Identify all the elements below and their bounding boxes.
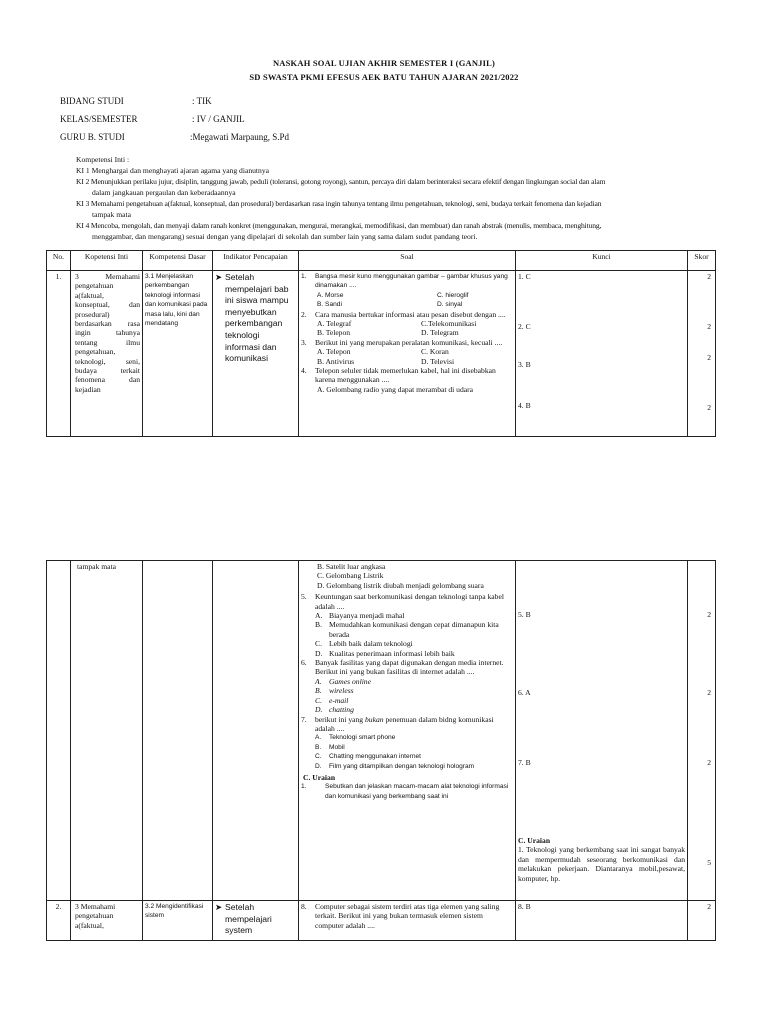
- question-6: Banyak fasilitas yang dapat digunakan dengan media internet. Berikut ini yang bukan fasilitas di internet adalah ....: [315, 658, 504, 677]
- soal-cell: 8. Computer sebagai sistem terdiri atas tiga elemen yang saling terkait. Berikut ini yang bukan termasuk elemen sistem computer adalah ....: [299, 901, 516, 941]
- score: 5: [707, 858, 711, 867]
- option-text: A. Morse: [317, 291, 344, 299]
- option-text: C.Telekomunikasi: [421, 319, 477, 329]
- indikator-cell: [213, 901, 299, 941]
- row-no: 2.: [47, 901, 71, 941]
- col-header-kunci: Kunci: [516, 251, 688, 271]
- indikator-text: Setelah mempelajari bab ini siswa mampu menyebutkan perkembangan teknologi informasi dan komunikasi: [225, 272, 289, 364]
- option-text: D. Telegram: [421, 328, 459, 338]
- info-class: [60, 114, 245, 124]
- ki-line: KI 3 Memahami pengetahuan a(faktual, konseptual, dan prosedural) berdasarkan rasa ingin tahunya tentang ilmu pengetahuan, teknologi, seni, budaya terkait fenomena dan kejadian: [76, 199, 602, 208]
- ki-line: dalam jangkauan pergaulan dan keberadaannya: [92, 188, 236, 197]
- info-value: : IV / GANJIL: [192, 114, 245, 124]
- kunci-cell: [516, 561, 688, 901]
- info-label: BIDANG STUDI: [60, 96, 124, 106]
- indikator-cell: [213, 271, 299, 437]
- arrow-icon: ➤: [215, 902, 223, 912]
- option-text: D. Gelombang listrik diubah menjadi gelombang suara: [317, 580, 484, 590]
- question-2: Cara manusia bertukar informasi atau pesan disebut dengan ....: [315, 309, 506, 319]
- option-text: chatting: [329, 705, 354, 715]
- answer-key: 7. B: [518, 758, 531, 767]
- option-text: Film yang ditampilkan dengan teknologi hologram: [329, 762, 475, 770]
- table-row: [47, 561, 716, 901]
- option-text: A. Gelombang radio yang dapat merambat di udara: [317, 384, 474, 394]
- ki-heading: Kompetensi Inti :: [76, 155, 130, 164]
- ki-cell: 3 Memahami pengetahuan a(faktual, konseptual, dan prosedural) berdasarkan rasa ingin tahunya tentang ilmu pengetahuan, teknologi, seni, budaya terkait fenomena dan kejadian: [71, 271, 143, 437]
- option-text: D. sinyal: [437, 301, 463, 309]
- score: 2: [707, 610, 711, 619]
- option-text: B. Antivirus: [317, 356, 355, 366]
- ki-line: KI 4 Mencoba, mengolah, dan menyaji dalam ranah konkret (menggunakan, mengurai, merangkai, memodifikasi, dan membuat) dan ranah abstrak (menulis, membaca, menghitung,: [76, 221, 602, 230]
- answer-key: 5. B: [518, 610, 531, 619]
- option-text: wireless: [329, 686, 354, 696]
- essay-question-1: Sebutkan dan jelaskan macam-macam alat teknologi informasi dan komunikasi yang berkembang saat ini: [325, 783, 509, 800]
- score: 2: [707, 353, 711, 362]
- row-no: 1.: [47, 271, 71, 437]
- score: 2: [707, 403, 711, 412]
- info-subject: [60, 96, 212, 106]
- doc-title: NASKAH SOAL UJIAN AKHIR SEMESTER I (GANJIL): [272, 58, 496, 68]
- option-text: Mobil: [329, 743, 345, 751]
- row-no: [47, 561, 71, 901]
- ki-line: menggambar, dan mengarang) sesuai dengan yang dipelajari di sekolah dan sumber lain yang sama dalam sudut pandang teori.: [92, 232, 478, 241]
- answer-key: 3. B: [518, 360, 531, 369]
- score: 2: [707, 758, 711, 767]
- section-heading: C. Uraian: [303, 772, 336, 782]
- question-5: Keuntungan saat berkomunikasi dengan teknologi tanpa kabel adalah ....: [315, 592, 504, 611]
- col-header-no: No.: [47, 251, 71, 271]
- ki-cell: 3 Memahami pengetahuan a(faktual,: [71, 901, 143, 941]
- soal-cell: 1. Bangsa mesir kuno menggunakan gambar – gambar khusus yang dinamakan .... A. Morse C. hieroglif B. Sandi D. sinyal 2. Cara manusia bertukar informasi atau pesan disebut dengan .... A. Telegraf C.Telekomunikasi B. Telepon D. Telegram 3. Berikut ini yang merupakan peralatan komunikasi, kecuali .... A. Telepon C. Koran B. Antivirus D. Televisi 4. Telepon seluler tidak memerlukan kabel, hal ini disebabkan karena menggunakan .... A. Gelombang radio yang dapat merambat di udara: [299, 271, 516, 437]
- col-header-indikator: Indikator Pencapaian: [213, 251, 299, 271]
- option-text: D. Televisi: [421, 356, 455, 366]
- col-header-ki: Kopetensi Inti: [71, 251, 143, 271]
- score: 2: [707, 272, 711, 281]
- question-1: Bangsa mesir kuno menggunakan gambar – gambar khusus yang dinamakan ....: [315, 273, 508, 290]
- info-teacher: [60, 132, 289, 142]
- essay-answer-1: 1. Teknologi yang berkembang saat ini sangat banyak dan mempermudah seseorang berkomunikasi dan melakukan pekerjaan. Diantaranya mobil,pesawat, komputer, hp.: [518, 845, 685, 883]
- score: 2: [707, 322, 711, 331]
- info-value: : TIK: [192, 96, 212, 106]
- answer-key: 2. C: [518, 322, 531, 331]
- option-text: B. Sandi: [317, 301, 342, 309]
- answer-key: 6. A: [518, 688, 531, 697]
- option-text: A. Telegraf: [317, 319, 352, 329]
- indikator-cell: [213, 561, 299, 901]
- option-text: Kualitas penerimaan informasi lebih baik: [329, 648, 455, 658]
- table-row: [47, 271, 716, 437]
- indikator-text: Setelah mempelajari system: [225, 902, 272, 936]
- option-text: Biayanya menjadi mahal: [329, 611, 405, 621]
- info-label: GURU B. STUDI: [60, 132, 125, 142]
- info-label: KELAS/SEMESTER: [60, 114, 138, 124]
- question-table-page1: [46, 250, 716, 437]
- answer-key: 4. B: [518, 401, 531, 410]
- table-row: [47, 901, 716, 941]
- question-table-page2: [46, 560, 716, 941]
- kunci-cell: 8. B: [516, 901, 688, 941]
- soal-cell: B. Satelit luar angkasa C. Gelombang Listrik D. Gelombang listrik diubah menjadi gelombang suara 5. Keuntungan saat berkomunikasi dengan teknologi tanpa kabel adalah .... A. Biayanya menjadi mahal B. Memudahkan komunikasi dengan cepat dimanapun kita berada C. Lebih baik dalam teknologi D. Kualitas penerimaan informasi lebih baik 6. Banyak fasilitas yang dapat digunakan dengan media internet. Berikut ini yang bukan fasilitas di internet adalah .... A. Games online B. wireless C. e-mail D. chatting 7. berikut ini yang bukan penemuan dalam bidng komunikasi adalah .... A. Teknologi smart phone B. Mobil C. Chatting menggunakan internet D. Film yang ditampilkan dengan teknologi hologram C. Uraian 1. Sebutkan dan jelaskan macam-macam alat teknologi informasi dan komunikasi yang berkembang saat ini: [299, 561, 516, 901]
- ki-line: KI 2 Menunjukkan perilaku jujur, disiplin, tanggung jawab, peduli (toleransi, gotong royong), santun, percaya diri dalam berinteraksi secara efektif dengan lingkungan social dan alam: [76, 177, 606, 186]
- option-text: Games online: [329, 676, 371, 686]
- skor-cell: [688, 271, 716, 437]
- option-text: Teknologi smart phone: [329, 734, 396, 742]
- option-text: C. hieroglif: [437, 291, 469, 299]
- option-text: B. Telepon: [317, 328, 351, 338]
- question-7: berikut ini yang bukan penemuan dalam bidng komunikasi adalah ....: [315, 714, 494, 733]
- ki-line: tampak mata: [92, 210, 132, 219]
- option-text: e-mail: [329, 695, 349, 705]
- arrow-icon: ➤: [215, 272, 223, 282]
- col-header-kd: Kompetensi Dasar: [143, 251, 213, 271]
- question-8: Computer sebagai sistem terdiri atas tiga elemen yang saling terkait. Berikut ini yang bukan termasuk elemen sistem computer adalah ....: [315, 902, 500, 930]
- ki-cell: tampak mata: [71, 561, 143, 901]
- option-text: A. Telepon: [317, 347, 351, 357]
- option-text: C. Gelombang Listrik: [317, 571, 384, 581]
- option-text: Memudahkan komunikasi dengan cepat dimanapun kita berada: [329, 620, 499, 639]
- kunci-cell: [516, 271, 688, 437]
- section-heading: C. Uraian: [518, 836, 551, 845]
- option-text: B. Satelit luar angkasa: [317, 562, 386, 571]
- table-header-row: [47, 251, 716, 271]
- answer-key: 1. C: [518, 272, 531, 281]
- skor-cell: 2: [688, 901, 716, 941]
- option-text: Lebih baik dalam teknologi: [329, 639, 413, 649]
- kd-cell: [143, 561, 213, 901]
- kd-cell: 3.2 Mengidentifikasi sistem: [143, 901, 213, 941]
- option-text: Chatting menggunakan internet: [329, 753, 422, 761]
- doc-subtitle: SD SWASTA PKMI EFESUS AEK BATU TAHUN AJARAN 2021/2022: [249, 72, 519, 82]
- col-header-skor: Skor: [688, 251, 716, 271]
- option-text: C. Koran: [421, 347, 449, 357]
- col-header-soal: Soal: [299, 251, 516, 271]
- question-3: Berikut ini yang merupakan peralatan komunikasi, kecuali ....: [315, 337, 503, 347]
- score: 2: [707, 688, 711, 697]
- question-4: Telepon seluler tidak memerlukan kabel, hal ini disebabkan karena menggunakan ....: [315, 366, 496, 385]
- info-value: :Megawati Marpaung, S.Pd: [190, 132, 289, 142]
- skor-cell: [688, 561, 716, 901]
- kd-cell: 3.1 Menjelaskan perkembangan teknologi informasi dan komunikasi pada masa lalu, kini dan mendatang: [143, 271, 213, 437]
- ki-line: KI 1 Menghargai dan menghayati ajaran agama yang dianutnya: [76, 166, 270, 175]
